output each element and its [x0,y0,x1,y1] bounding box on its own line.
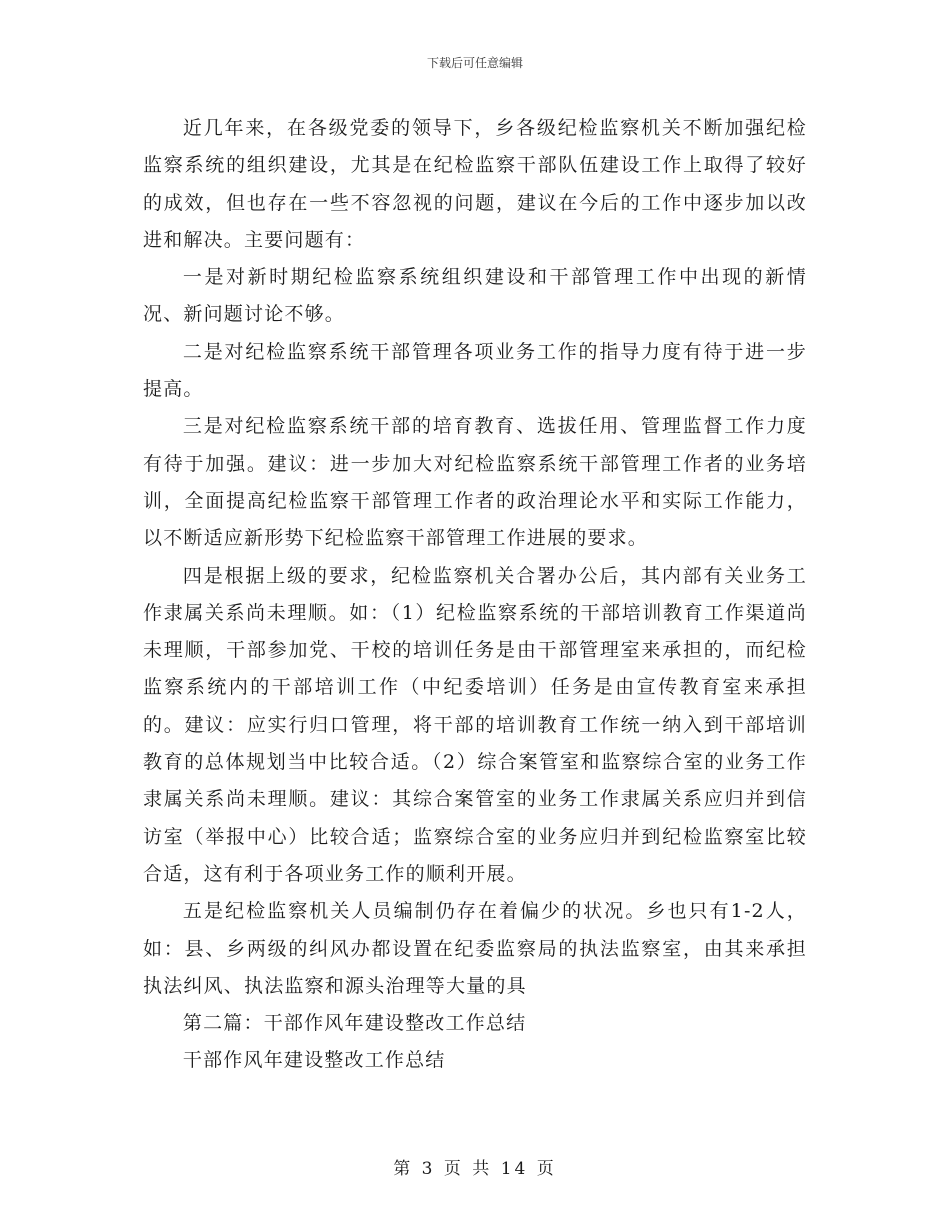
paragraph-issue-5: 五是纪检监察机关人员编制仍存在着偏少的状况。乡也只有1-2人，如：县、乡两级的纠风办都设置在纪委监察局的执法监察室，由其来承担执法纠风、执法监察和源头治理等大量的具 [143,900,807,997]
paragraph-issue-1: 一是对新时期纪检监察系统组织建设和干部管理工作中出现的新情况、新问题讨论不够。 [143,266,807,326]
paragraph-issue-3: 三是对纪检监察系统干部的培育教育、选拔任用、管理监督工作力度有待于加强。建议：进一步加大对纪检监察系统干部管理工作者的业务培训，全面提高纪检监察干部管理工作者的政治理论水平和实际工作能力，以不断适应新形势下纪检监察干部管理工作进展的要求。 [143,415,807,550]
header-note: 下载后可任意编辑 [426,56,523,70]
paragraph-issue-2: 二是对纪检监察系统干部管理各项业务工作的指导力度有待于进一步提高。 [143,340,807,401]
document-body [143,110,807,1080]
section-heading: 第二篇：干部作风年建设整改工作总结 [182,1012,527,1035]
paragraph-intro: 近几年来，在各级党委的领导下，乡各级纪检监察机关不断加强纪检监察系统的组织建设，尤其是在纪检监察干部队伍建设工作上取得了较好的成效，但也存在一些不容忽视的问题，建议在今后的工作中逐步加以改进和解决。主要问题有： [143,117,807,251]
paragraph-issue-4: 四是根据上级的要求，纪检监察机关合署办公后，其内部有关业务工作隶属关系尚未理顺。如：（1）纪检监察系统的干部培训教育工作渠道尚未理顺，干部参加党、干校的培训任务是由干部管理室来承担的，而纪检监察系统内的干部培训工作（中纪委培训）任务是由宣传教育室来承担的。建议：应实行归口管理，将干部的培训教育工作统一纳入到干部培训教育的总体规划当中比较合适。（2）综合案管室和监察综合室的业务工作隶属关系尚未理顺。建议：其综合案管室的业务工作隶属关系应归并到信访室（举报中心）比较合适；监察综合室的业务应归并到纪检监察室比较合适，这有利于各项业务工作的顺利开展。 [143,564,807,885]
page-number: 第 3 页 共 14 页 [393,1159,557,1179]
section-title: 干部作风年建设整改工作总结 [182,1049,446,1072]
